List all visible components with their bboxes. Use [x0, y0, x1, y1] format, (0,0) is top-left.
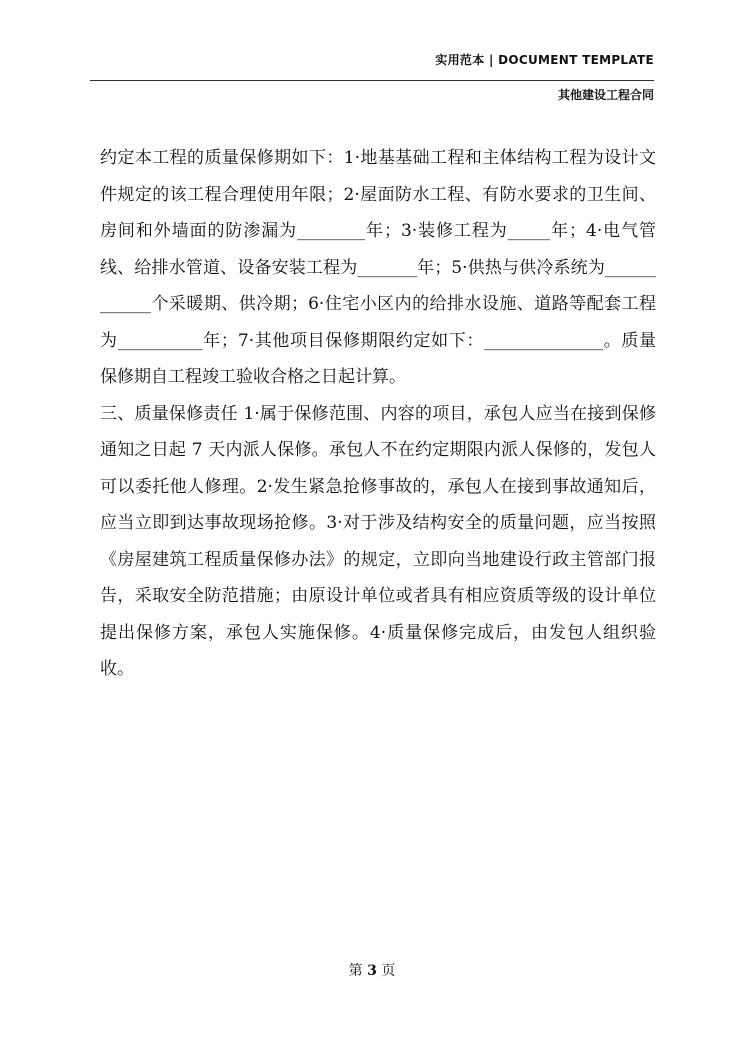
- header-subtitle: 其他建设工程合同: [557, 88, 654, 102]
- page-footer: [0, 962, 744, 980]
- page-header: [90, 52, 654, 103]
- document-body: [100, 140, 656, 688]
- footer-suffix: 页: [381, 963, 396, 979]
- footer-prefix: 第: [348, 963, 363, 979]
- header-title: 实用范本 | DOCUMENT TEMPLATE: [435, 53, 654, 67]
- paragraph-warranty-responsibility: 三、质量保修责任 1·属于保修范围、内容的项目，承包人应当在接到保修通知之日起 7 天内派人保修。承包人不在约定期限内派人保修的，发包人可以委托他人修理。2·发生紧急抢修事故的，承包人在接到事故通知后，应当立即到达事故现场抢修。3·对于涉及结构安全的质量问题，应当按照《房屋建筑工程质量保修办法》的规定，立即向当地建设行政主管部门报告，采取安全防范措施；由原设计单位或者具有相应资质等级的设计单位提出保修方案，承包人实施保修。4·质量保修完成后，由发包人组织验收。: [100, 403, 656, 679]
- paragraph-warranty-periods: 约定本工程的质量保修期如下：1·地基基础工程和主体结构工程为设计文件规定的该工程合理使用年限；2·屋面防水工程、有防水要求的卫生间、房间和外墙面的防渗漏为________年；3·装修工程为_____年；4·电气管线、给排水管道、设备安装工程为_______年；5·供热与供冷系统为____________个采暖期、供冷期；6·住宅小区内的给排水设施、道路等配套工程为__________年；7·其他项目保修期限约定如下：______________。质量保修期自工程竣工验收合格之日起计算。: [100, 148, 656, 387]
- page-number: 3: [367, 963, 377, 979]
- header-divider: [90, 80, 654, 81]
